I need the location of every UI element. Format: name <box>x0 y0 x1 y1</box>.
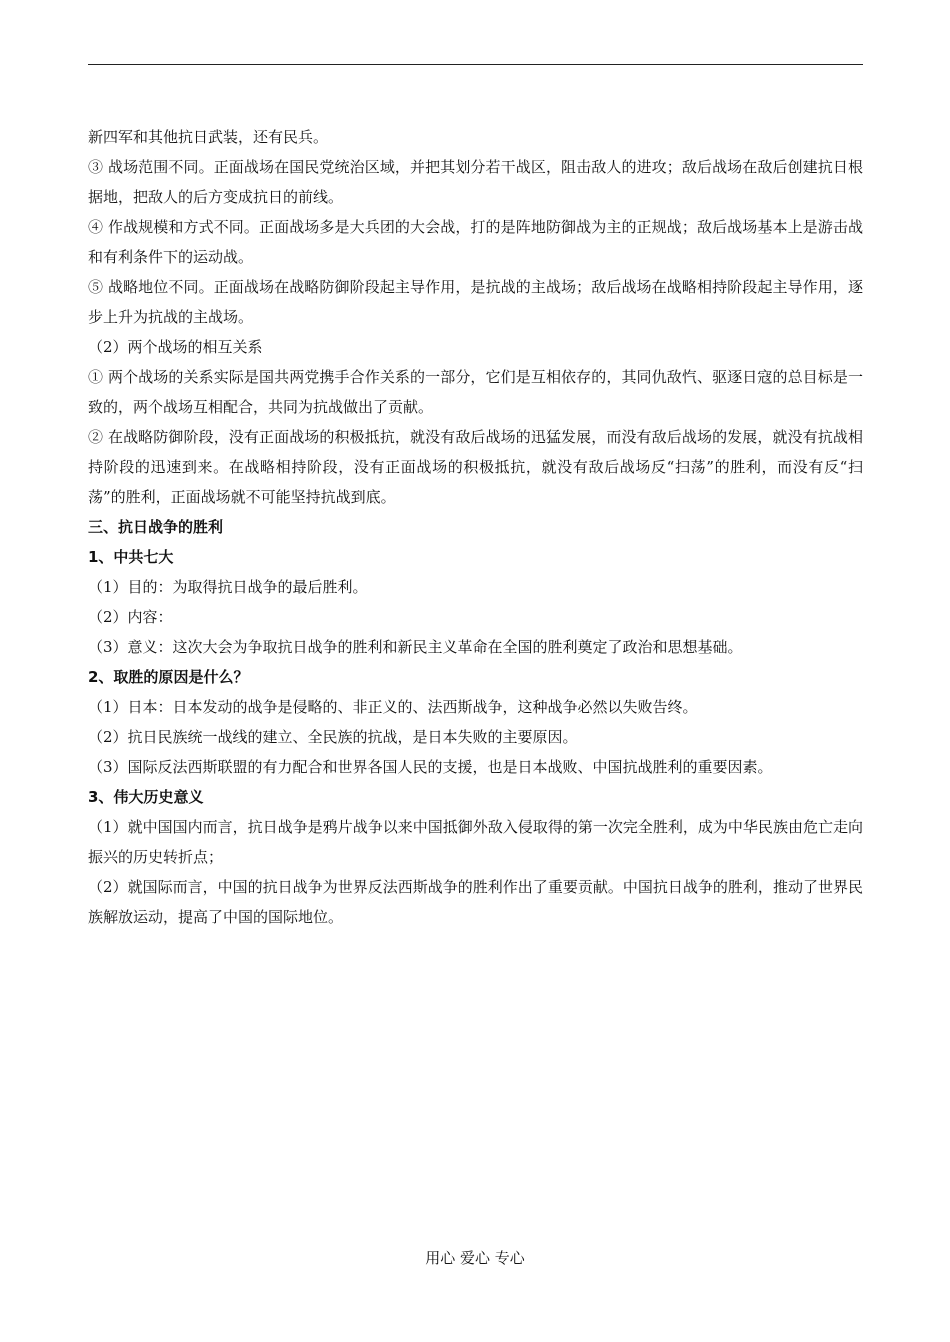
subheading-battlefield-relation: （2）两个战场的相互关系 <box>88 338 263 356</box>
paragraph-combat-scale: ④ 作战规模和方式不同。正面战场多是大兵团的大会战，打的是阵地防御战为主的正规战；敌后战场基本上是游击战和有利条件下的运动战。 <box>88 218 863 266</box>
document-body <box>88 122 863 932</box>
paragraph-relation-2: ② 在战略防御阶段，没有正面战场的积极抵抗，就没有敌后战场的迅猛发展，而没有敌后战场的发展，就没有抗战相持阶段的迅速到来。在战略相持阶段，没有正面战场的积极抵抗，就没有敌后战场反“扫荡”的胜利，而没有反“扫荡”的胜利，正面战场就不可能坚持抗战到底。 <box>88 428 863 506</box>
list-item-content: （2）内容： <box>88 608 173 626</box>
list-item-purpose: （1）目的：为取得抗日战争的最后胜利。 <box>88 578 368 596</box>
heading-reasons: 2、取胜的原因是什么？ <box>88 668 249 686</box>
heading-historical-significance: 3、伟大历史意义 <box>88 788 204 806</box>
paragraph-relation-1: ① 两个战场的关系实际是国共两党携手合作关系的一部分，它们是互相依存的，其同仇敌忾、驱逐日寇的总目标是一致的，两个战场互相配合，共同为抗战做出了贡献。 <box>88 368 863 416</box>
list-item-reason-3: （3）国际反法西斯联盟的有力配合和世界各国人民的支援，也是日本战败、中国抗战胜利的重要因素。 <box>88 758 773 776</box>
list-item-international-significance: （2）就国际而言，中国的抗日战争为世界反法西斯战争的胜利作出了重要贡献。中国抗日战争的胜利，推动了世界民族解放运动，提高了中国的国际地位。 <box>88 878 863 926</box>
section-heading-victory: 三、抗日战争的胜利 <box>88 518 224 536</box>
paragraph-continuation: 新四军和其他抗日武装，还有民兵。 <box>88 128 329 146</box>
page-footer: 用心 爱心 专心 <box>425 1249 525 1267</box>
list-item-domestic-significance: （1）就中国国内而言，抗日战争是鸦片战争以来中国抵御外敌入侵取得的第一次完全胜利，成为中华民族由危亡走向振兴的历史转折点； <box>88 818 863 866</box>
list-item-reason-1: （1）日本：日本发动的战争是侵略的、非正义的、法西斯战争，这种战争必然以失败告终。 <box>88 698 698 716</box>
heading-seventh-congress: 1、中共七大 <box>88 548 174 566</box>
header-rule <box>88 64 863 65</box>
list-item-significance: （3）意义：这次大会为争取抗日战争的胜利和新民主义革命在全国的胜利奠定了政治和思想基础。 <box>88 638 743 656</box>
list-item-reason-2: （2）抗日民族统一战线的建立、全民族的抗战，是日本失败的主要原因。 <box>88 728 578 746</box>
paragraph-battlefield-scope: ③ 战场范围不同。正面战场在国民党统治区域，并把其划分若干战区，阻击敌人的进攻；敌后战场在敌后创建抗日根据地，把敌人的后方变成抗日的前线。 <box>88 158 863 206</box>
paragraph-strategic-position: ⑤ 战略地位不同。正面战场在战略防御阶段起主导作用，是抗战的主战场；敌后战场在战略相持阶段起主导作用，逐步上升为抗战的主战场。 <box>88 278 863 326</box>
